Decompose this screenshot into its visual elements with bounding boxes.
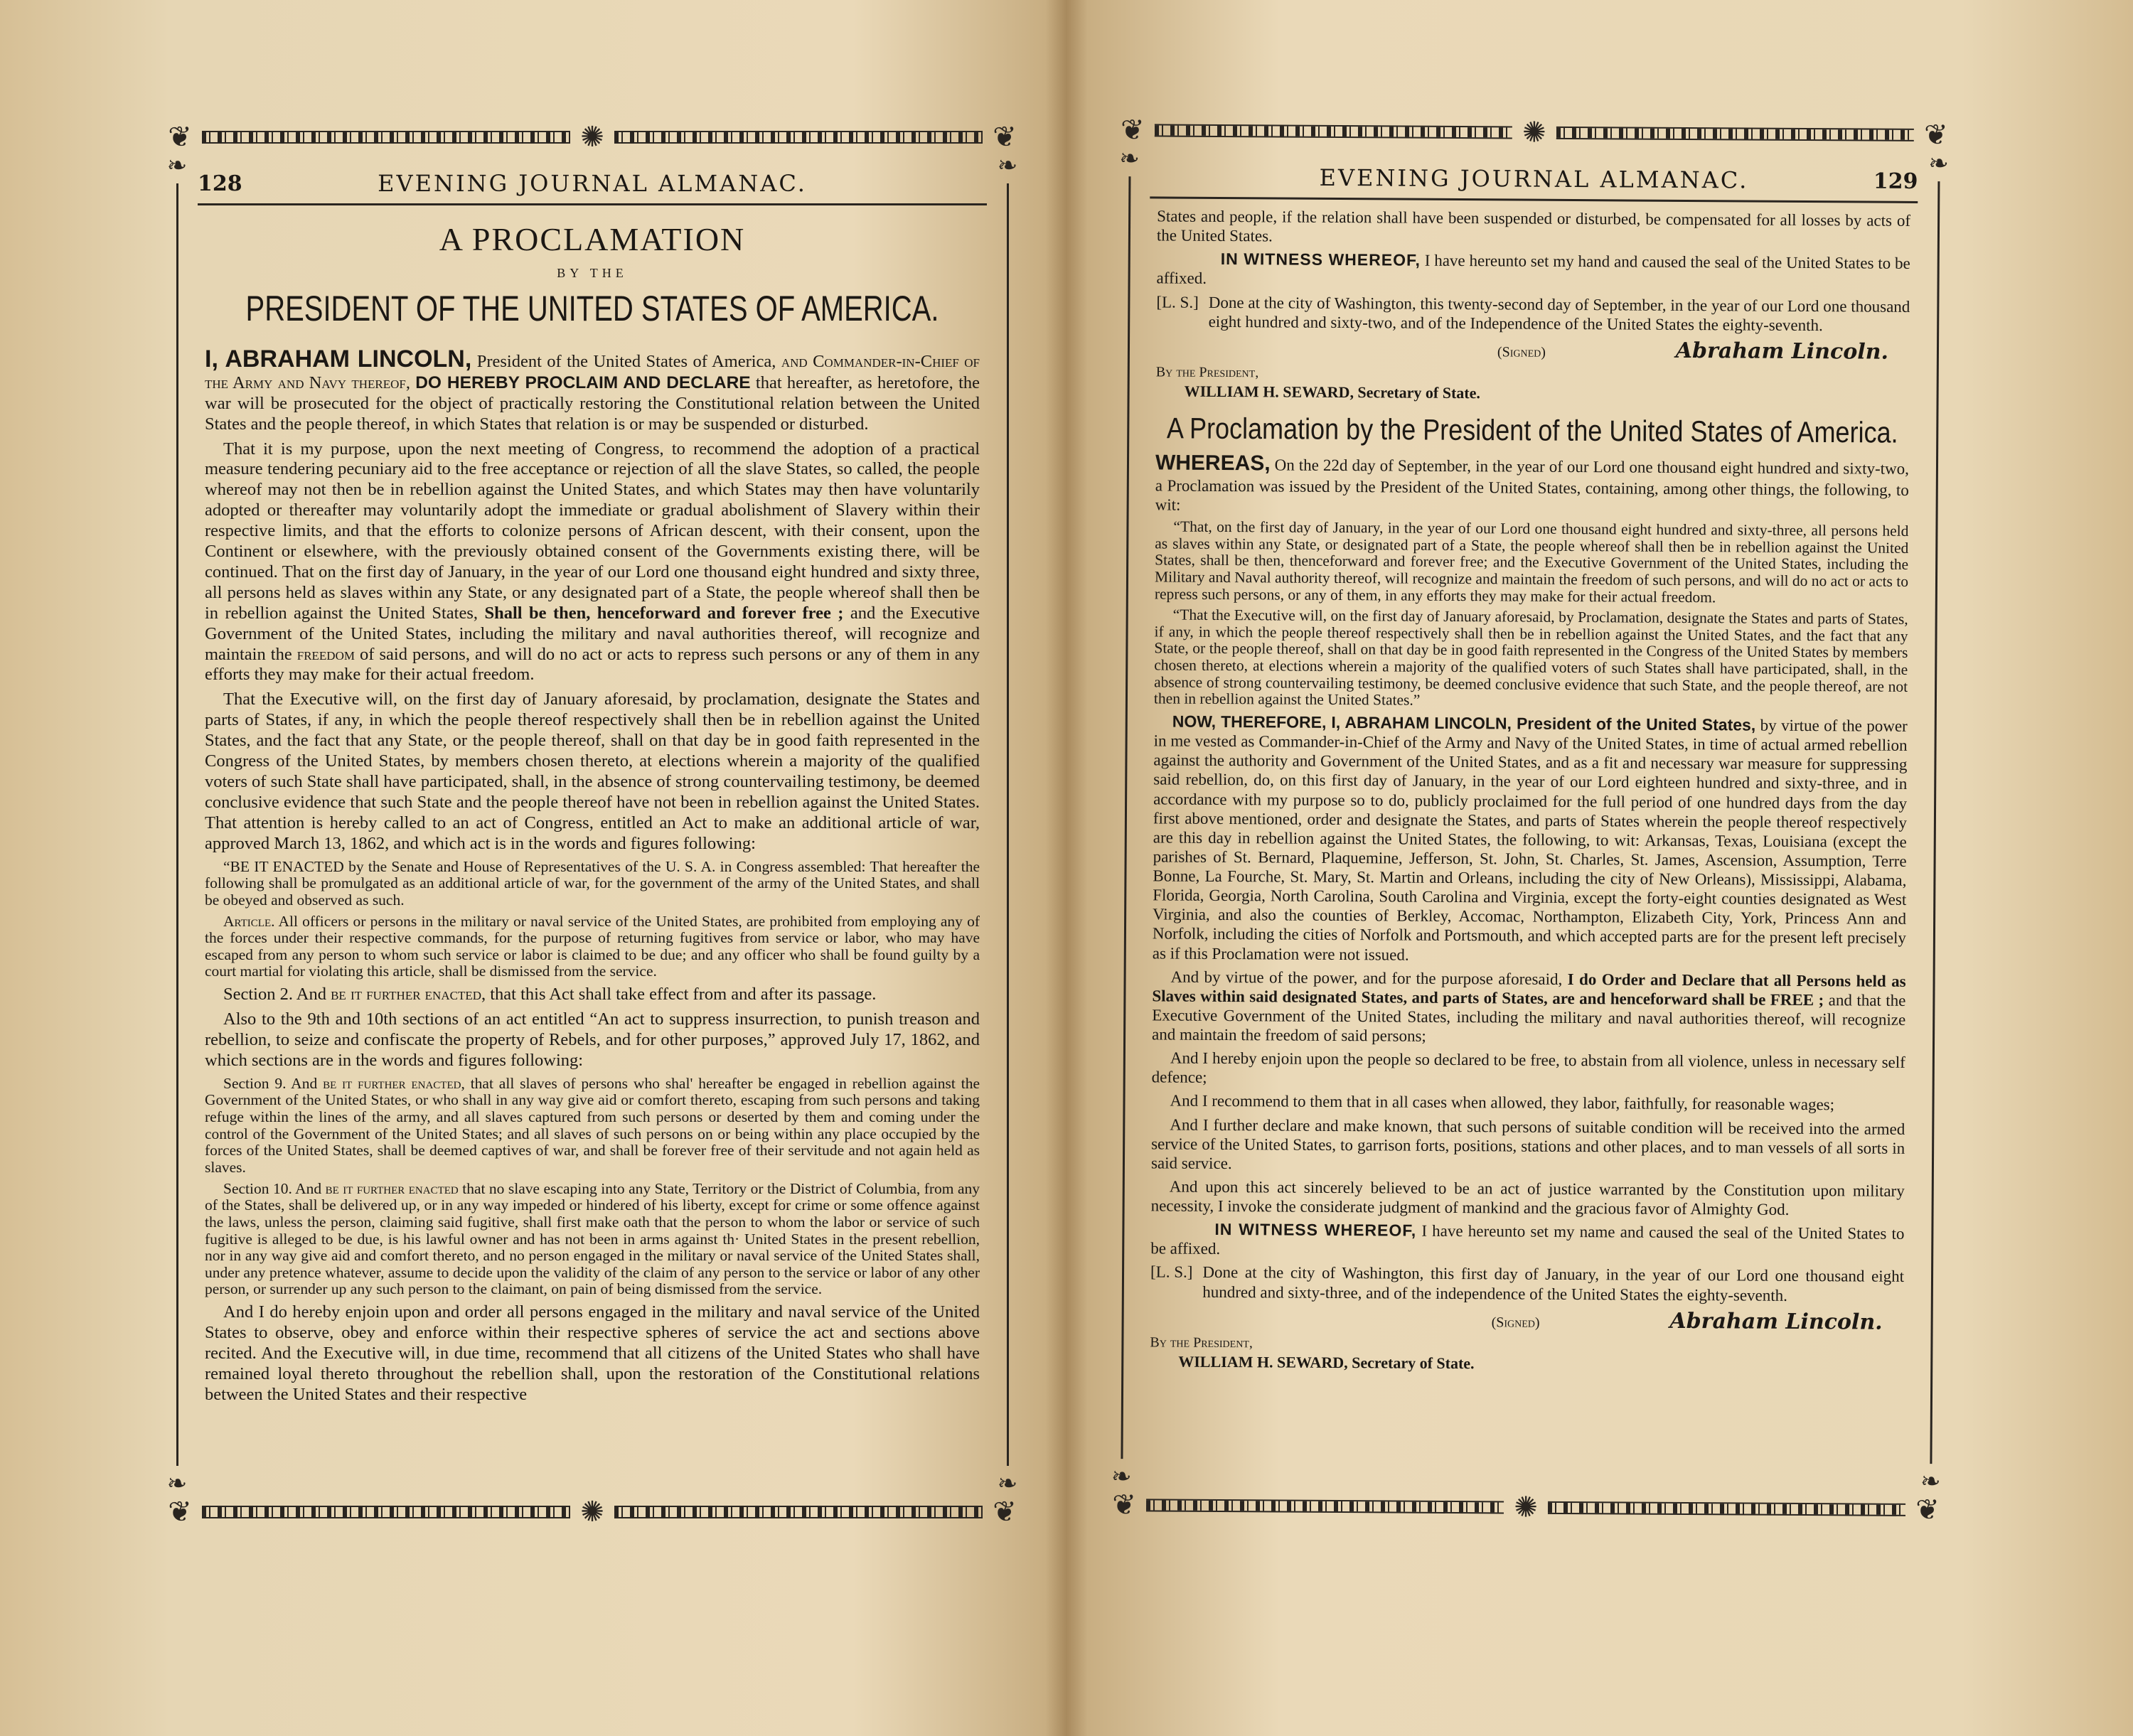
opening-paragraph: I, ABRAHAM LINCOLN, President of the United States of America, and Commander-in-Chief of the Army and Navy thereof, DO HEREBY PROCLAIM AND DECLARE that hereafter, as heretofore, the war will be prosecuted for the object of practically restoring the Constitutional relation between the United States and the people thereof, in which States that relation is or may be suspended or disturbed. — [205, 345, 980, 434]
ornamental-border-top — [1115, 114, 1954, 151]
running-head: EVENING JOURNAL ALMANAC. — [1319, 164, 1749, 194]
paragraph: Section 10. And be it further enacted that no slave escaping into any State, Territory or the District of Columbia, from any of the States, shall be delivered up, or in any way impeded or hindered of his liberty, except for crime or some offence against the laws, unless the person, claiming said fugitive, shall first make oath that the person to whom the labor or service of such fugitive is alleged to be due, is his lawful owner and has not been in arms against th· United States in the present rebellion, nor in any way give aid and comfort thereto, and no person engaged in the military or naval service of the United States shall, under any pretence whatever, assume to decide upon the validity of the claim of any person to the service or labor of any other person, or surrender up any such person to the claimant, on pain of being dismissed from the service. — [205, 1179, 980, 1298]
page-header — [198, 164, 987, 205]
proclamation-title — [205, 220, 980, 339]
page-number: 129 — [1873, 168, 1918, 194]
paragraph: Section 9. And be it further enacted, that all slaves of persons who shal' hereafter be engaged in rebellion against the Government of the United States, or who shall in any way give aid or comfort thereto, escaping from such persons and taking refuge within the lines of the army, and all slaves captured from such persons or deserted by them and coming under the control of the Government of the United States; and all slaves of such persons on or being within any place occupied by the forces of the United States, shall be deemed captives of war, and shall be forever free of their servitude and not again held as slaves. — [205, 1074, 980, 1176]
paragraph: And I further declare and make known, that such persons of suitable condition will be received into the armed service of the United States, to garrison forts, positions, stations and other places, and to man vessels of all sorts in said service. — [1150, 1115, 1905, 1172]
corner-ornament-icon: ❦ — [1923, 119, 1948, 152]
seal-line: [L. S.] Done at the city of Washington, this first day of January, in the year of our Lord one thousand eight hundred and sixty-three, and of the independence of the United States the eighty-seventh. — [1150, 1263, 1905, 1304]
seal-label: [L. S.] — [1156, 292, 1199, 311]
seal-line: [L. S.] Done at the city of Washington, this twenty-second day of September, in the year of our Lord one thousand eight hundred and sixty-two, and of the Independence of the United States the eighty-seventh. — [1156, 292, 1910, 334]
ornamental-border-top — [162, 121, 1022, 154]
page-header — [1150, 156, 1918, 203]
witness-clause: IN WITNESS WHEREOF, I have hereunto set my name and caused the seal of the United States to be affixed. — [1150, 1220, 1905, 1258]
ornamental-border-right: ❧ ❧ — [1920, 149, 1949, 1496]
paragraph: And upon this act sincerely believed to be an act of justice warranted by the Constitution upon military necessity, I invoke the considerate judgment of mankind and the gracious favor of Almighty God. — [1150, 1177, 1905, 1218]
paragraph: States and people, if the relation shall have been suspended or disturbed, be compensated for all losses by acts of the United States. — [1156, 207, 1911, 245]
paragraph: That it is my purpose, upon the next meeting of Congress, to recommend the adoption of a practical measure tendering pecuniary aid to the free acceptance or rejection of all the slave States, so called, the people whereof may not then be in rebellion against the United States, and which States may then have voluntarily adopted or thereafter may voluntarily adopt the immediate or gradual abolishment of Slavery within their respective limits, and that the efforts to colonize persons of African descent, with their consent, upon the Continent or elsewhere, with the previously obtained consent of the Governments existing there, will be continued. That on the first day of January, in the year of our Lord one thousand eight hundred and sixty three, all persons held as slaves within any State, or any designated part of a State, the people whereof shall then be in rebellion against the United States, Shall be then, henceforward and forever free ; and the Executive Government of the United States, including the military and naval authorities thereof, will recognize and maintain the freedom of said persons, and will do no act or acts to repress such persons or any of them in any efforts they may make for their actual freedom. — [205, 439, 980, 685]
rosette-ornament-icon: ✺ — [1514, 1491, 1538, 1524]
corner-ornament-icon: ❦ — [993, 121, 1017, 154]
ornamental-border-bottom — [162, 1496, 1022, 1528]
page-number: 128 — [198, 171, 242, 196]
title-line-1: A PROCLAMATION — [439, 221, 746, 257]
rosette-ornament-icon: ✺ — [580, 1496, 604, 1528]
ornamental-border-left: ❧ ❧ — [166, 151, 188, 1498]
attestation: By the President, WILLIAM H. SEWARD, Secretary of State. — [1150, 1334, 1475, 1372]
paragraph: WHEREAS, On the 22d day of September, in the year of our Lord one thousand eight hundred and sixty-two, a Proclamation was issued by the President of the United States, containing, among other things, the following, to wit: — [1155, 451, 1910, 514]
lead-name: I, ABRAHAM LINCOLN, — [205, 345, 472, 373]
left-page-text — [205, 213, 980, 1486]
corner-ornament-icon: ❦ — [1112, 1489, 1136, 1522]
paragraph: NOW, THEREFORE, I, ABRAHAM LINCOLN, President of the United States, by virtue of the power in me vested as Commander-in-Chief of the Army and Navy of the United States, in time of actual armed rebellion against the authority and Government of the United States, and as a fit and necessary war measure for suppressing said rebellion, do, on this first day of January, in the year of our Lord eighteen hundred and sixty-three, and in accordance with my purpose so to do, publicly proclaimed for the full period of one hundred days from the day first above mentioned, order and designate the States, and parts of States wherein the people thereof respectively are this day in rebellion against the United States, the following, to wit: Arkansas, Texas, Louisiana (except the parishes of St. Bernard, Plaquemine, Jefferson, St. John, St. Charles, St. James, Ascension, Assumption, Terre Bonne, La Fourche, St. Mary, St. Martin and Orleans, including the city of New Orleans), Mississippi, Alabama, Florida, Georgia, North Carolina, South Carolina and Virginia, except the forty-eight counties designated as West Virginia, and also the counties of Berkley, Accomac, Northampton, Elizabeth City, York, Princess Ann and Norfolk, including the cities of Norfolk and Portsmouth, and which accepted parts are for the present left precisely as if this Proclamation were not issued. — [1152, 712, 1908, 964]
signature-row: (Signed) Abraham Lincoln. — [1497, 338, 1889, 365]
paragraph: And I recommend to them that in all cases when allowed, they labor, faithfully, for reasonable wages; — [1170, 1091, 1835, 1114]
signature-name: Abraham Lincoln. — [1675, 338, 1889, 365]
second-proclamation-title: A Proclamation by the President of the United States of America. — [1166, 411, 1898, 449]
witness-clause: IN WITNESS WHEREOF, I have hereunto set my hand and caused the seal of the United States to be affixed. — [1156, 250, 1910, 288]
paragraph: Also to the 9th and 10th sections of an act entitled “An act to suppress insurrection, to punish treason and rebellion, to seize and confiscate the property of Rebels, and for other purposes,” approved July 17, 1862, and which sections are in the words and figures following: — [205, 1009, 980, 1070]
rosette-ornament-icon: ✺ — [580, 121, 604, 154]
paragraph: And I hereby enjoin upon the people so declared to be free, to abstain from all violence, unless in necessary self defence; — [1151, 1049, 1905, 1087]
signature-row: (Signed) Abraham Lincoln. — [1491, 1308, 1883, 1335]
paragraph: And I do hereby enjoin upon and order all persons engaged in the military and naval service of the United States to observe, obey and enforce within their respective spheres of service the act and sections above recited. And the Executive will, in due time, recommend that all citizens of the United States who shall have remained loyal thereto throughout the rebellion shall, upon the restoration of the Constitutional relations between the United States and their respective — [205, 1302, 980, 1404]
corner-ornament-icon: ❦ — [1120, 114, 1145, 147]
attestation: By the President, WILLIAM H. SEWARD, Secretary of State. — [1155, 364, 1481, 402]
paragraph: Section 2. And be it further enacted, that this Act shall take effect from and after its passage. — [223, 985, 877, 1004]
corner-ornament-icon: ❦ — [168, 1496, 192, 1528]
ornamental-border-left: ❧ ❧ — [1111, 144, 1140, 1491]
ornamental-border-bottom — [1106, 1489, 1945, 1526]
rosette-ornament-icon: ✺ — [1522, 116, 1546, 149]
paragraph: Article. All officers or persons in the military or naval service of the United States, are prohibited from employing any of the forces under their respective commands, for the purpose of returning fugitives from service or labor, who may have escaped from any person to whom such service or labor is claimed to be due; and any officer who shall be found guilty by a court martial for violating this article, shall be dismissed from the service. — [205, 912, 980, 980]
ornamental-border-right: ❧ ❧ — [997, 151, 1018, 1498]
signature-name: Abraham Lincoln. — [1669, 1308, 1883, 1335]
right-page-text — [1149, 206, 1910, 1483]
right-page — [1099, 114, 1961, 1526]
title-line-2: BY THE — [557, 266, 628, 281]
paragraph: “BE IT ENACTED by the Senate and House of Representatives of the U. S. A. in Congress assembled: That hereafter the following shall be promulgated as an additional article of war, for the government of the army of the United States, and shall be obeyed and observed as such. — [205, 857, 980, 909]
left-page — [155, 121, 1030, 1528]
title-line-3: PRESIDENT OF THE UNITED STATES OF AMERICA. — [245, 289, 939, 328]
paragraph: “That, on the first day of January, in the year of our Lord one thousand eight hundred and sixty-three, all persons held as slaves within any State, or designated part of a State, the people whereof shall then be in rebellion against the United States, shall be then, thenceforward and forever free; and the Executive Government of the United States, including the Military and Naval authority thereof, will recognize and maintain the freedom of such persons, and will do no act or acts to repress such persons, or any of them, in any efforts they may make for their actual freedom. — [1154, 518, 1909, 606]
paragraph: And by virtue of the power, and for the purpose aforesaid, I do Order and Declare that all Persons held as Slaves within said designated States, and parts of States, are and henceforward shall be FREE ; and that the Executive Government of the United States, including the military and naval authorities thereof, will recognize and maintain the freedom of said persons; — [1152, 968, 1906, 1045]
corner-ornament-icon: ❦ — [168, 121, 192, 154]
corner-ornament-icon: ❦ — [1915, 1493, 1940, 1527]
seal-label: [L. S.] — [1150, 1263, 1193, 1282]
running-head: EVENING JOURNAL ALMANAC. — [378, 170, 807, 197]
paragraph: That the Executive will, on the first day of January aforesaid, by proclamation, designate the States and parts of States, if any, in which the people thereof respectively shall then be in rebellion against the United States, and the fact that any State, or the people thereof, shall on that day be in good faith represented in the Congress of the United States, by members chosen thereto, at elections wherein a majority of the qualified voters of such State shall have participated, shall, in the absence of strong countervailing testimony, be deemed conclusive evidence that such State and the people thereof have not been in rebellion against the United States. That attention is hereby called to an act of Congress, entitled an Act to make an additional article of war, approved March 13, 1862, and which act is in the words and figures following: — [205, 690, 980, 853]
paragraph: “That the Executive will, on the first day of January aforesaid, by Proclamation, designate the States and parts of States, if any, in which the people thereof respectively shall then be in rebellion against the United States, and the fact that any State, or the people thereof, shall on that day be in good faith represented in the Congress of the United States by members chosen thereto, at elections wherein a majority of the qualified voters of such States shall have participated, shall, in the absence of strong countervailing testimony, be deemed conclusive evidence that such State, and the people thereof, are not then in rebellion against the United States.” — [1153, 606, 1908, 709]
corner-ornament-icon: ❦ — [993, 1496, 1017, 1528]
